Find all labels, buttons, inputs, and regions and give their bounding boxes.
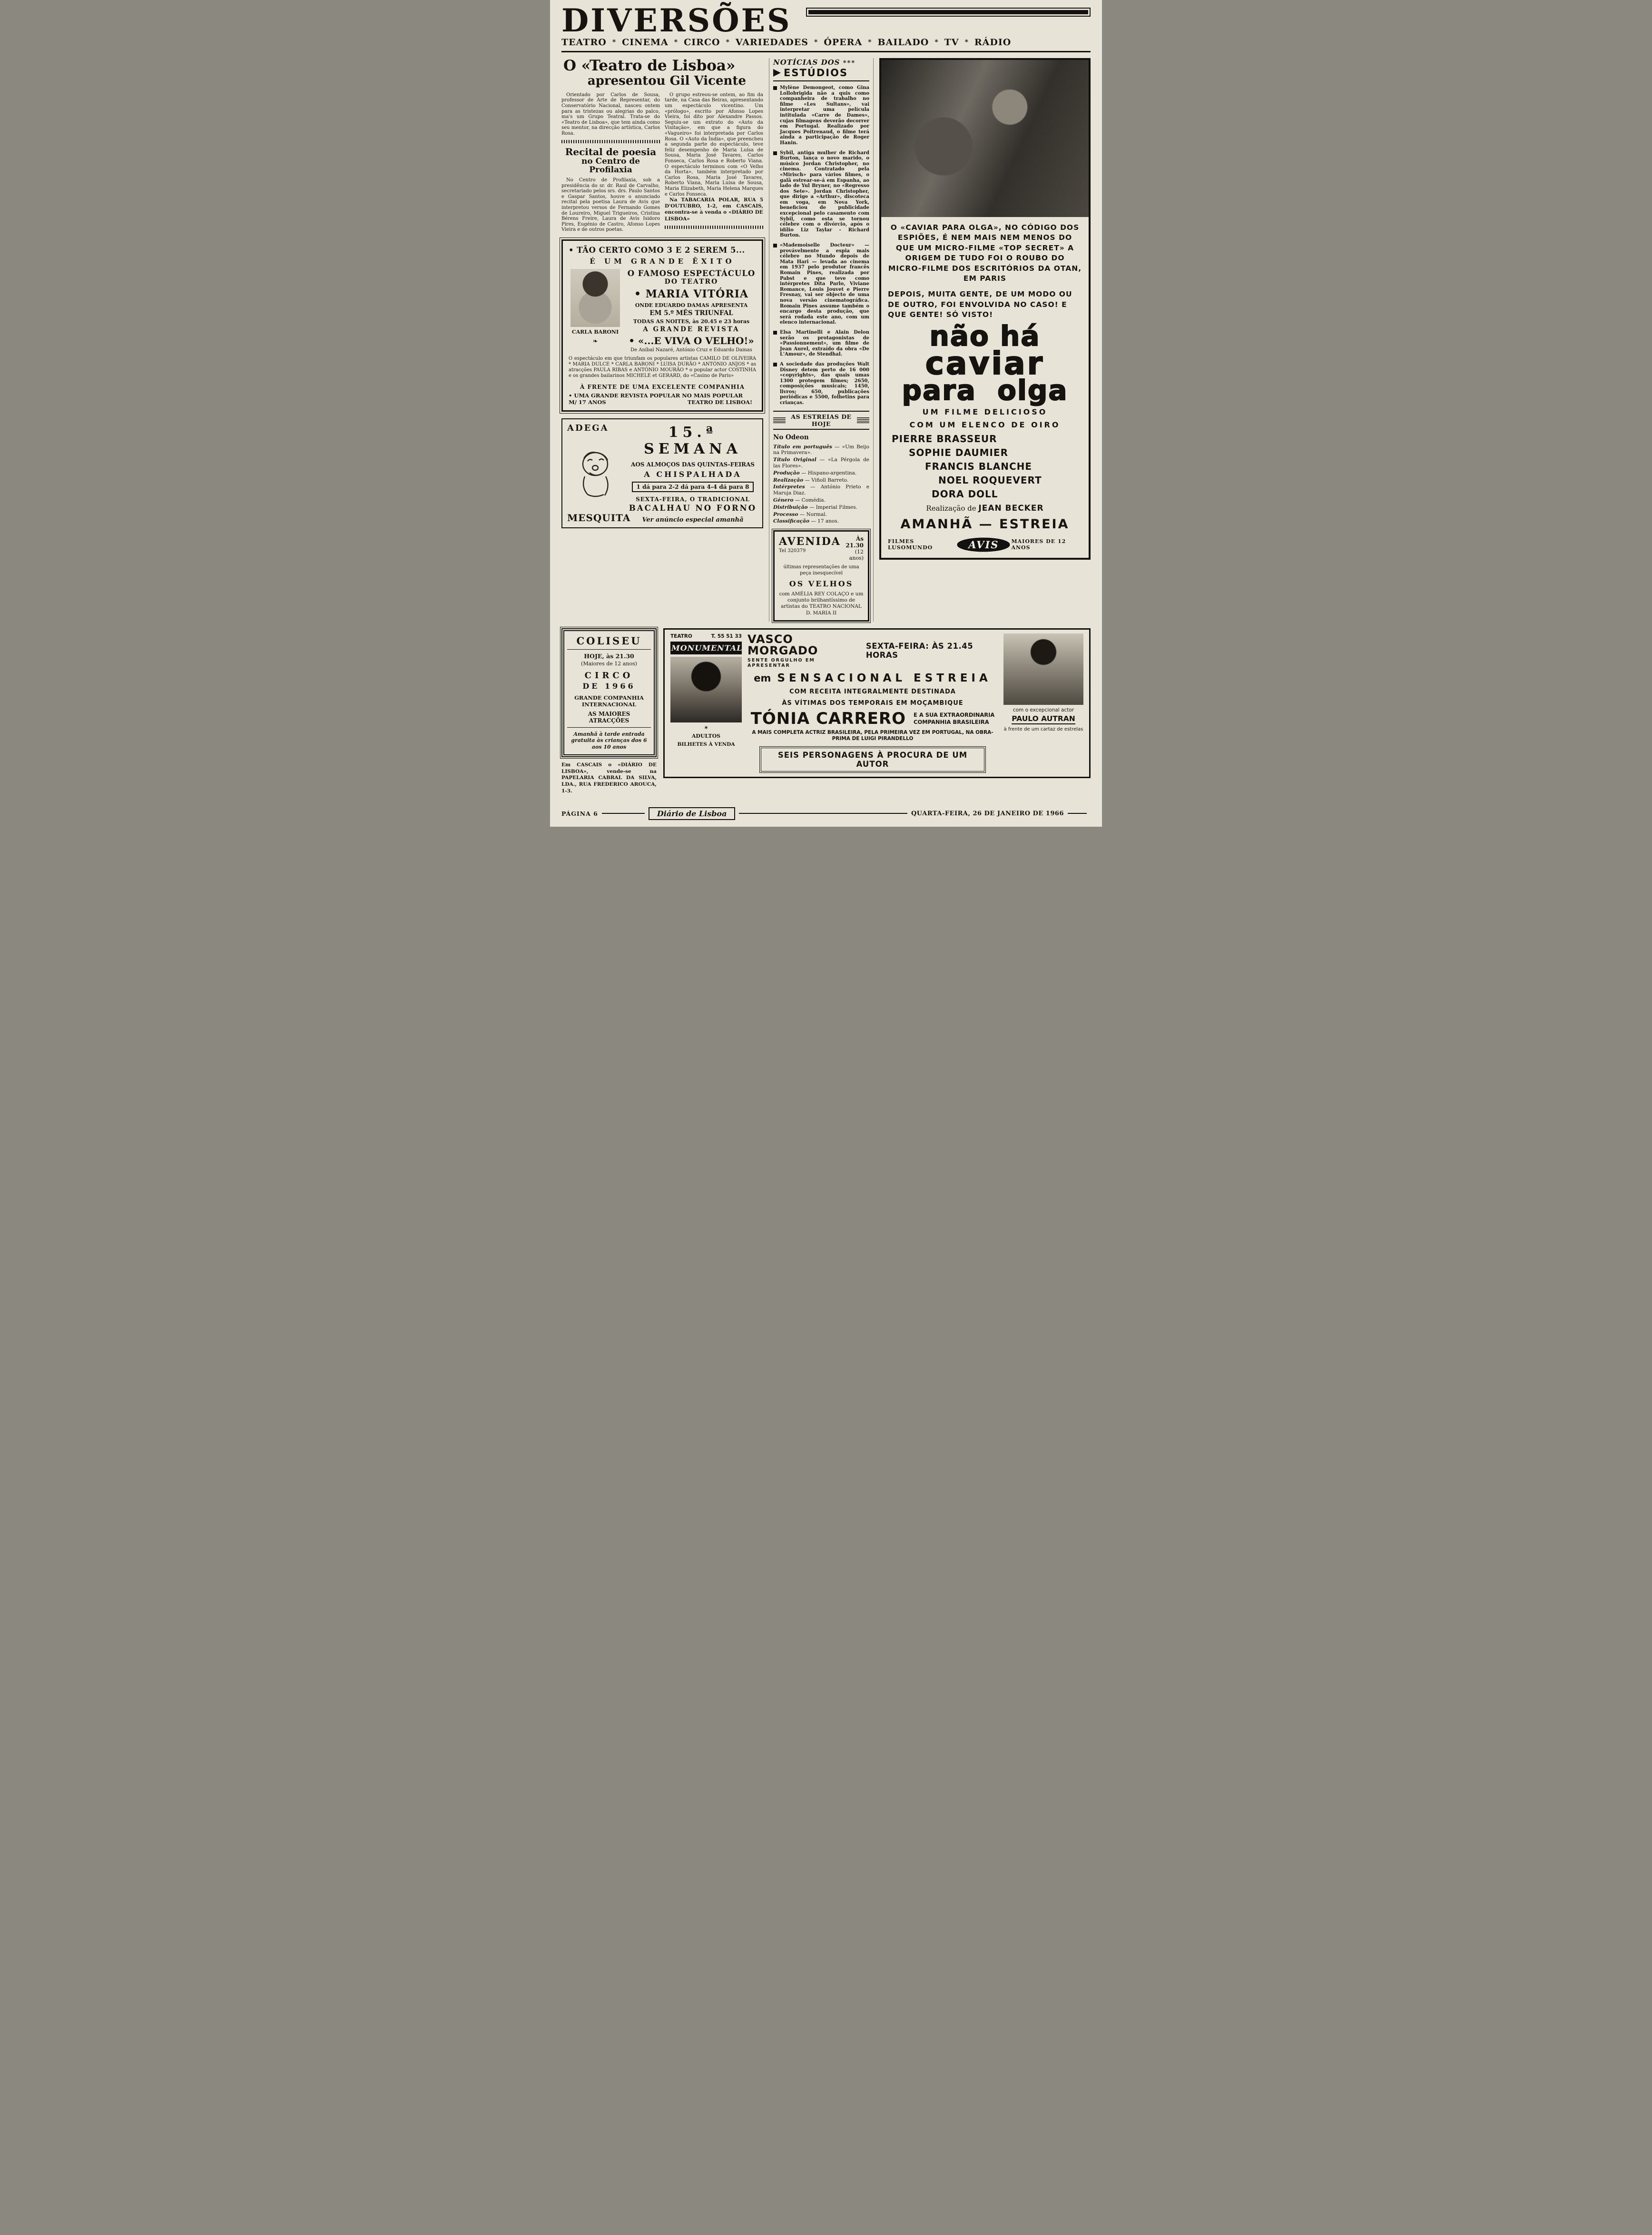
three-stars-ornament: ***: [843, 59, 856, 67]
coliseu-show-line1: CIRCO: [584, 670, 634, 681]
credit-row: [773, 518, 869, 524]
producer-block: [747, 633, 859, 668]
tickets-label: BILHETES À VENDA: [677, 741, 735, 747]
coliseu-age: (Maiores de 12 anos): [581, 660, 637, 667]
hatch-divider: [665, 226, 763, 229]
credit-value: — Comédia.: [795, 497, 826, 504]
category-bailado: BAILADO: [877, 37, 929, 48]
adega-friday-line: SEXTA-FEIRA, O TRADICIONAL: [636, 496, 750, 503]
mv-photo-column: [569, 269, 622, 353]
adega-see-ad-line: Ver anúncio especial amanhã: [642, 516, 744, 524]
estreias-venue: No Odeon: [773, 433, 809, 441]
producer-name: VASCO MORGADO: [747, 632, 818, 657]
adega-dish-1: A CHISPALHADA: [644, 470, 742, 479]
middle-column: [769, 58, 874, 622]
monumental-theatre-row: [670, 633, 742, 639]
actor-subline: à frente de um cartaz de estrelas: [1003, 726, 1083, 732]
em-word: em: [754, 672, 771, 684]
avenida-theatre-name: AVENIDA: [779, 535, 841, 548]
avis-logo: AVIS: [956, 536, 1011, 553]
credit-label: Género: [773, 497, 794, 504]
showtime-line: SEXTA-FEIRA: ÀS 21.45 HORAS: [865, 642, 974, 660]
page-number-label: PÁGINA 6: [561, 810, 598, 817]
director-label: Realização de: [926, 504, 976, 513]
producer-subline: SENTE ORGULHO EM APRESENTAR: [747, 657, 815, 668]
news-item-text: Sybil, antiga mulher de Richard Burton, lança o novo marido, o músico Jordan Christopher, no cinema. Contratado pela «Mirisch» para vários filmes, o galã estrear-se-á em Espanha, ao lado de Yul Bryner, no «Regresso dos Sete». Jordan Christopher, que dirige a «Arthur», discoteca em voga, em Nova York, beneficiou de publicidade excepcional pelo casamento com Sybil, como esta se tornou célebre com o divórcio, após o idílio Liz Taylar - Richard Burton.: [780, 150, 869, 238]
category-separator-star: *: [674, 39, 678, 46]
category-opera: ÓPERA: [824, 37, 863, 48]
film-title-block: [888, 320, 1082, 407]
credit-label: Classificação: [773, 518, 809, 524]
avenida-age-rating: (12 anos): [849, 549, 864, 562]
film-title-line1: não há: [929, 320, 1041, 353]
credit-label: Intérpretes: [773, 484, 805, 490]
studios-header-text: NOTÍCIAS DOS: [773, 58, 840, 67]
estreias-header: [773, 411, 869, 430]
coliseu-column: [561, 628, 657, 800]
category-separator-star: *: [934, 39, 939, 46]
bullet-square-icon: [773, 244, 777, 247]
article-paragraph-1: Orientado por Carlos de Sousa, professor de Arte de Representar, do Conservatório Nacional, nasceu ontem para as tristezas ou alegrias do palco, ma's um Grupo Teatral. Trata-se do «Teatro de Lisboa», que tem ainda como seu mentor, na direcção artística, Carlos Rosa.: [561, 92, 660, 136]
paulo-autran-photo: [1003, 633, 1083, 705]
category-separator-star: *: [964, 39, 969, 46]
caviar-tagline-1: UM FILME DELICIOSO: [922, 407, 1048, 416]
category-tv: TV: [944, 37, 959, 48]
maria-vitoria-ad: [561, 239, 763, 412]
adega-left-column: [567, 423, 631, 524]
mv-presenter-line: ONDE EDUARDO DAMAS APRESENTA: [635, 302, 748, 308]
star-row: [747, 711, 998, 727]
category-strip: [561, 37, 1091, 52]
coliseu-name: COLISEU: [567, 635, 651, 650]
monumental-producer-row: [747, 633, 998, 668]
mv-revista-line: A GRANDE REVISTA: [643, 325, 740, 333]
adega-dish-2: BACALHAU NO FORNO: [629, 504, 757, 513]
coliseu-children-note: Amanhã à tarde entrada gratuita às crianças dos 6 aos 10 anos: [571, 731, 647, 751]
article-subcolumn-1: [561, 92, 660, 233]
article-body-columns: [561, 92, 763, 233]
cascais-notice: Em CASCAIS o «DIÁRIO DE LISBOA», vende-se na PAPELARIA CABRAL DA SILVA, LDA., RUA FREDERICO AROUCA, 1-3.: [561, 761, 657, 794]
left-column: [561, 58, 763, 528]
credit-value: — Viñoll Barreto.: [805, 477, 849, 483]
company-line-2: COMPANHIA BRASILEIRA: [914, 718, 989, 725]
coliseu-ad: [561, 628, 657, 757]
cast-member: DORA DOLL: [932, 488, 998, 500]
decorative-rule-bar-fill: [808, 10, 1088, 14]
credit-label: Processo: [773, 511, 798, 517]
caviar-tagline-2: COM UM ELENCO DE OIRO: [909, 420, 1061, 429]
credit-label: Realização: [773, 477, 804, 483]
news-item: [773, 243, 869, 326]
avenida-header-row: [779, 535, 864, 561]
mv-do-teatro-line: DO TEATRO: [664, 277, 718, 286]
category-radio: RÁDIO: [974, 37, 1012, 48]
director-credit: [888, 504, 1082, 513]
coliseu-company-line2: INTERNACIONAL: [581, 701, 637, 708]
caviar-ad-text: [881, 217, 1089, 558]
article-paragraph-2: O grupo estreou-se ontem, ao fim da tarde, na Casa das Beiras, apresentando um espectáculo vicentino. Um «prólogo», escrito por Afonso Lopes Vieira, foi dito por Alexandre Passos. Seguiu-se um extrato do «Auto da Visitação», em que a figura do «Vagueiro» foi interpretada por Carlos Rosa. O «Auto da Índia», que preencheu a segunda parte do espectáculo, teve feliz desempenho de Maria Luísa de Sousa, Maria José Tavares, Carlos Fonseca, Carlos Rosa e Roberto Viana. O espectáculo terminou com «O Velho da Horta», também interpretado por Carlos Rosa, Maria José Tavares, Roberto Viana, Maria Luisa de Sousa, Maria Elizabeth, Maria Helena Marques e Carlos Fonseca.: [665, 92, 763, 197]
bullet-square-icon: [773, 363, 777, 366]
credit-row: [773, 512, 869, 518]
credit-row: [773, 477, 869, 484]
right-column: [879, 58, 1091, 560]
mv-month-line: EM 5.º MÊS TRIUNFAL: [649, 309, 733, 317]
credit-row: [773, 497, 869, 504]
news-item: [773, 150, 869, 239]
masthead-row: [561, 2, 1091, 39]
adega-caricature-illustration: [573, 447, 617, 498]
category-separator-star: *: [726, 39, 730, 46]
credit-label: Distribuição: [773, 504, 808, 510]
avenida-ad: [773, 530, 869, 622]
recital-paragraph: No Centro de Profilaxia, sob a presidência do sr. dr. Raul de Carvalho, secretariado pelos srs. drs. Paulo Santos e Gaspar Santos, houve o anunciado recital pela poetisa Laura de Avis que interpretou versos de Fernando Gomes de Loureiro, Miguel Trigueiros, Cristina Bérens Freire, Laura de Avis Isidoro Pires, Eugénio de Castro, Afonso Lopes Vieira e de outros poetas.: [561, 177, 660, 233]
caviar-para-olga-ad: [879, 58, 1091, 560]
cast-member: FRANCIS BLANCHE: [925, 460, 1032, 472]
flower-ornament-icon: ❧: [592, 337, 598, 345]
adega-mesquita-ad: [561, 418, 763, 528]
category-separator-star: *: [814, 39, 818, 46]
credit-row: [773, 470, 869, 476]
star-name: TÓNIA CARRERO: [750, 709, 906, 728]
mv-text-column: [627, 269, 756, 353]
credit-value: — «Um Beijo na Primavera».: [773, 444, 869, 456]
credit-label: Título Original: [773, 457, 816, 463]
film-title-line3: para olga: [902, 374, 1068, 407]
coliseu-attractions: AS MAIORES ATRACÇÕES: [567, 711, 651, 728]
avenida-name-block: [779, 535, 841, 554]
mv-schedule-line: TODAS AS NOITES, às 20.45 e 23 horas: [633, 318, 750, 325]
cast-member: PIERRE BRASSEUR: [892, 433, 997, 445]
category-variedades: VARIEDADES: [735, 37, 808, 48]
adults-label: ADULTOS: [691, 732, 721, 739]
monumental-phone: T. 55 51 33: [711, 633, 742, 639]
avenida-show-title: OS VELHOS: [789, 579, 854, 589]
news-item-text: A sociedade das produções Walt Disney detem perto de 16 000 «copyrights», das quais umas 1300 protegem filmes; 2650, composições musicais; 1450, livros; 650, publicações periódicas e 5500, folhetins para crianças.: [780, 361, 869, 406]
distributor-label: FILMES LUSOMUNDO: [888, 538, 933, 551]
sensacional-estreia: SENSACIONAL ESTREIA: [777, 672, 992, 684]
mv-cast-paragraph: O espectáculo em que triunfam os populares artistas CAMILO DE OLIVEIRA * MARIA DULCE * CARLA BARONI * LUISA DURÃO * ANTÓNIO ANJOS * as atracções PAULA RIBAS e ANTÓNIO MOURÃO * o popular actor COSTINHA e os grandes bailarinos MICHELE et GERARD, do «Casino de Paris»: [569, 356, 756, 379]
avenida-time-block: [841, 535, 864, 561]
adega-lunch-line: AOS ALMOÇOS DAS QUINTAS-FEIRAS: [631, 461, 755, 468]
news-item-text: Elsa Martinelli e Alain Delon serão os protagonistas de «Passionnement», um filme de Jean Aurel, extraído da obra «De L'Amour», de Stendhal.: [780, 329, 869, 357]
credit-row: [773, 484, 869, 496]
estreia-row: [747, 672, 998, 684]
premiere-line: AMANHÃ — ESTREIA: [900, 516, 1070, 532]
credit-row: [773, 504, 869, 511]
credit-row: [773, 444, 869, 456]
company-block: [914, 712, 994, 726]
actor-intro-line: com o excepcional actor: [1013, 707, 1074, 713]
news-item-text: «Mademoiselle Docteur» — provávelmente a espia mais célebre no Mundo depois de Mata Hari — levada ao cinema em 1937 pelo produtor francês Romain Pines, realizada por Pabst e que teve como intérpretes Dita Parlo, Viviane Romance, Louis Jouvet e Pierre Fresnay, vai ser objecto de uma nova versão cinematográfica. Romain Pines assume também o encargo desta produção, que será rodada este ano, com um elenco internacional.: [780, 243, 869, 326]
monumental-ad: [663, 628, 1091, 778]
bullet-square-icon: [773, 331, 777, 335]
mv-authors: De Aníbal Nazaré, António Cruz e Eduardo Damas: [630, 347, 752, 353]
mv-theatre-name: • MARIA VITÓRIA: [634, 287, 748, 300]
mv-teatro-lisboa: TEATRO DE LISBOA!: [687, 399, 752, 406]
category-separator-star: *: [868, 39, 872, 46]
article-subcolumn-2: [665, 92, 763, 233]
adega-pricing-box: 1 dá para 2-2 dá para 4-4 dá para 8: [632, 482, 754, 492]
hatch-ornament: [773, 417, 786, 423]
monumental-center-column: [747, 633, 998, 773]
bullet-square-icon: [773, 151, 777, 155]
footer-rule: [739, 813, 907, 814]
avenida-cast-line: com AMÉLIA REY COLAÇO e um conjunto brilhantíssimo de artistas do TEATRO NACIONAL D. MARIA II: [779, 591, 864, 616]
studios-title: ESTÚDIOS: [784, 67, 848, 79]
mv-company-line: À FRENTE DE UMA EXCELENTE COMPANHIA: [580, 384, 745, 391]
carla-baroni-photo: [570, 269, 620, 327]
credit-label: Título em português: [773, 444, 832, 450]
decorative-rule-bar: [806, 8, 1091, 17]
film-title-line2: caviar: [925, 345, 1045, 382]
mv-bottom-line: [569, 399, 756, 405]
main-columns: [561, 58, 1091, 622]
company-line-1: E A SUA EXTRAORDINARIA: [914, 711, 995, 718]
news-item: [773, 362, 869, 406]
film-still-photo: [881, 60, 1089, 217]
bottom-row: [561, 628, 1091, 800]
arrow-right-icon: [773, 69, 781, 77]
credit-value: — 17 anos.: [811, 518, 839, 524]
recital-headline-line1: Recital de poesia: [565, 146, 657, 158]
coliseu-show-line2: DE 1966: [582, 681, 636, 691]
section-masthead: DIVERSÕES: [561, 2, 792, 39]
news-item: [773, 330, 869, 357]
adega-label: ADEGA: [567, 423, 609, 434]
newspaper-page: [550, 0, 1102, 827]
credit-row: [773, 457, 869, 469]
tabacaria-notice: Na TABACARIA POLAR, RUA 5 D'OUTUBRO, 1-2, em CASCAIS, encontra-se à venda o «DIÁRIO DE LISBOA»: [665, 197, 763, 222]
bullet-square-icon: [773, 86, 777, 90]
star-ornament-icon: ✶: [703, 724, 709, 731]
hatch-ornament: [857, 417, 869, 423]
mv-slogan-1: • TÃO CERTO COMO 3 E 2 SEREM 5...: [569, 245, 745, 255]
avenida-tagline: últimas representações de uma peça inesquecível: [783, 564, 859, 576]
adega-right-column: [628, 423, 757, 524]
news-item: [773, 85, 869, 146]
cast-member: NOEL ROQUEVERT: [938, 474, 1042, 486]
mv-show-title: • «...E VIVA O VELHO!»: [629, 335, 754, 346]
category-circo: CIRCO: [684, 37, 720, 48]
star-bio-line: A MAIS COMPLETA ACTRIZ BRASILEIRA, PELA PRIMEIRA VEZ EM PORTUGAL, NA OBRA-PRIMA DE LUIGI PIRANDELLO: [752, 729, 993, 742]
footer-rule: [602, 813, 645, 814]
credit-value: — Imperial Filmes.: [809, 504, 857, 510]
page-footer: [561, 807, 1091, 820]
monumental-right-column: [1003, 633, 1083, 773]
tonia-carrero-photo: [670, 657, 742, 722]
credit-label: Produção: [773, 470, 800, 476]
coliseu-time: HOJE, às 21.30: [584, 652, 634, 660]
monumental-left-column: [670, 633, 742, 773]
article-headline-line2: apresentou Gil Vicente: [587, 73, 746, 88]
studios-header-line1: [773, 58, 869, 67]
studios-header: [773, 58, 869, 81]
caviar-intro-paragraph: O «CAVIAR PARA OLGA», NO CÓDIGO DOS ESPIÕES, É NEM MAIS NEM MENOS DO QUE UM MICRO-FILME «TOP SECRET» A ORIGEM DE TUDO FOI O ROUBO DO MICRO-FILME DOS ESCRITÓRIOS DA OTAN, EM PARIS: [888, 223, 1082, 283]
teatro-label: TEATRO: [670, 633, 692, 639]
caviar-second-paragraph: DEPOIS, MUITA GENTE, DE UM MODO OU DE OUTRO, FOI ENVOLVIDA NO CASO! E QUE GENTE! SÓ VISTO!: [888, 290, 1072, 319]
category-teatro: TEATRO: [561, 37, 607, 48]
credit-value: — Hispano-argentina.: [801, 470, 857, 476]
category-separator-star: *: [612, 39, 617, 46]
studios-header-line2: [773, 67, 869, 79]
director-name: JEAN BECKER: [978, 503, 1044, 513]
mesquita-label: MESQUITA: [567, 512, 631, 524]
news-item-text: Mylène Demongeot, como Gina Lollobrigida não a quis como companheira de trabalho no filme «Les Sultans», vai interpretar uma película intitulada «Carre de Dames», cujas filmagens deverão decorrer em Portugal. Realizado por Jacques Poitrenaud, o filme terá ainda a participação de Roger Hanin.: [780, 85, 869, 146]
recital-headline-line2: no Centro de Profilaxia: [581, 156, 640, 175]
charity-line-1: COM RECEITA INTEGRALMENTE DESTINADA: [789, 688, 956, 695]
adega-week-headline: 15.ª SEMANA: [644, 424, 742, 458]
category-cinema: CINEMA: [622, 37, 669, 48]
mv-popular-line: • UMA GRANDE REVISTA POPULAR NO MAIS POPULAR: [569, 392, 743, 399]
charity-line-2: ÀS VÍTIMAS DOS TEMPORAIS EM MOÇAMBIQUE: [782, 700, 964, 707]
caviar-cast-list: [888, 433, 1082, 500]
caviar-bottom-row: [888, 536, 1082, 553]
cast-member: SOPHIE DAUMIER: [909, 446, 1008, 458]
carla-baroni-caption: CARLA BARONI: [571, 328, 619, 335]
credit-value: — «La Pérgola de las Flores».: [773, 457, 870, 469]
hatch-divider: [561, 140, 660, 143]
mv-slogan-2: É UM GRANDE ÊXITO: [590, 257, 735, 266]
monumental-logo: MONUMENTAL: [670, 642, 742, 654]
avenida-time: Às 21.30: [846, 535, 864, 549]
estreias-title: AS ESTREIAS DE HOJE: [791, 413, 852, 427]
footer-rule: [1068, 813, 1087, 814]
credit-value: — Normal.: [799, 511, 827, 517]
actor-name: PAULO AUTRAN: [1012, 714, 1075, 724]
coliseu-company-line1: GRANDE COMPANHIA: [574, 694, 644, 701]
article-headline-line1: O «Teatro de Lisboa»: [563, 57, 736, 74]
credit-value: — António Prieto e Maruja Diaz.: [773, 484, 869, 496]
mv-content-grid: [569, 269, 756, 353]
play-title-box: SEIS PERSONAGENS À PROCURA DE UM AUTOR: [759, 746, 986, 773]
mv-famous-show-line: O FAMOSO ESPECTÁCULO: [627, 268, 756, 278]
age-rating-label: MAIORES DE 12 ANOS: [1011, 538, 1066, 551]
avenida-phone: Tel 320379: [779, 548, 806, 554]
newspaper-logo: Diário de Lisboa: [649, 807, 736, 820]
edition-date: QUARTA-FEIRA, 26 DE JANEIRO DE 1966: [911, 810, 1064, 817]
mv-age-rating: M/ 17 ANOS: [569, 399, 606, 406]
